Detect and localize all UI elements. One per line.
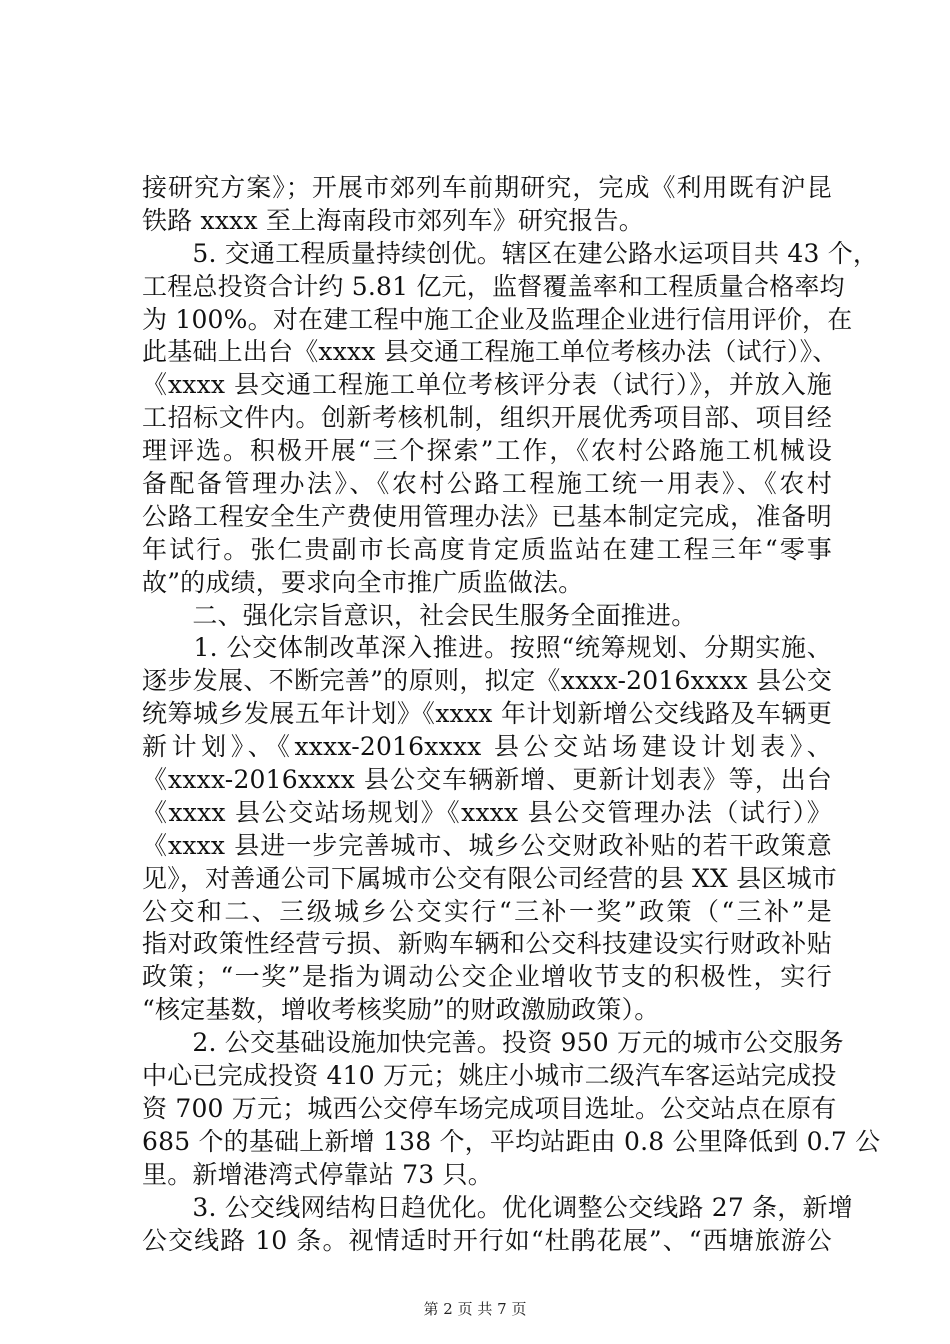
text-line: 工程总投资合计约 5.81 亿元，监督覆盖率和工程质量合格率均 (142, 271, 845, 301)
page-footer: 第 2 页 共 7 页 (423, 1300, 527, 1318)
document-body (142, 172, 881, 1257)
text-line: 685 个的基础上新增 138 个，平均站距由 0.8 公里降低到 0.7 公 (142, 1126, 881, 1156)
text-line: 公交和二、三级城乡公交实行“三补一奖”政策（“三补”是 (142, 896, 832, 926)
text-line: 工招标文件内。创新考核机制，组织开展优秀项目部、项目经 (142, 403, 832, 433)
text-line: 2. 公交基础设施加快完善。投资 950 万元的城市公交服务 (142, 1028, 844, 1058)
text-line: 中心已完成投资 410 万元；姚庄小城市二级汽车客运站完成投 (142, 1061, 837, 1091)
text-line: 《xxxx-2016xxxx 县公交车辆新增、更新计划表》等，出台 (142, 765, 832, 795)
text-line: 指对政策性经营亏损、新购车辆和公交科技建设实行财政补贴 (142, 929, 832, 959)
text-line: 3. 公交线网结构日趋优化。优化调整公交线路 27 条，新增 (142, 1192, 853, 1222)
text-line: 1. 公交体制改革深入推进。按照“统筹规划、分期实施、 (142, 633, 832, 663)
text-line: 理评选。积极开展“三个探索”工作，《农村公路施工机械设 (142, 436, 832, 466)
text-line: 见》，对善通公司下属城市公交有限公司经营的县 XX 县区城市 (142, 863, 837, 893)
text-line: 为 100%。对在建工程中施工企业及监理企业进行信用评价，在 (142, 304, 853, 334)
text-line: 故”的成绩，要求向全市推广质监做法。 (142, 567, 584, 597)
text-line: 《xxxx 县进一步完善城市、城乡公交财政补贴的若干政策意 (142, 830, 832, 860)
text-line: 公交线路 10 条。视情适时开行如“杜鹃花展”、“西塘旅游公 (142, 1225, 832, 1255)
text-line: 资 700 万元；城西公交停车场完成项目选址。公交站点在原有 (142, 1093, 837, 1123)
text-line: 公路工程安全生产费使用管理办法》已基本制定完成，准备明 (142, 501, 832, 531)
text-line: 《xxxx 县交通工程施工单位考核评分表（试行）》，并放入施 (142, 370, 832, 400)
text-line: 二、强化宗旨意识，社会民生服务全面推进。 (142, 600, 697, 630)
text-line: 政策；“一奖”是指为调动公交企业增收节支的积极性，实行 (142, 962, 832, 992)
text-line: 铁路 xxxx 至上海南段市郊列车》研究报告。 (142, 205, 644, 235)
text-line: 新计划》、《xxxx-2016xxxx 县公交站场建设计划表》、 (142, 732, 832, 762)
text-line: “核定基数，增收考核奖励”的财政激励政策）。 (142, 995, 660, 1025)
text-line: 逐步发展、不断完善”的原则，拟定《xxxx-2016xxxx 县公交 (142, 666, 832, 696)
text-line: 《xxxx 县公交站场规划》《xxxx 县公交管理办法（试行）》 (142, 797, 832, 827)
text-line: 5. 交通工程质量持续创优。辖区在建公路水运项目共 43 个， (142, 238, 879, 268)
text-line: 统筹城乡发展五年计划》《xxxx 年计划新增公交线路及车辆更 (142, 699, 832, 729)
text-line: 接研究方案》；开展市郊列车前期研究，完成《利用既有沪昆 (142, 173, 832, 202)
text-line: 年试行。张仁贵副市长高度肯定质监站在建工程三年“零事 (142, 534, 832, 564)
text-line: 里。新增港湾式停靠站 73 只。 (142, 1159, 493, 1189)
text-line: 此基础上出台《xxxx 县交通工程施工单位考核办法（试行）》、 (142, 337, 838, 367)
text-line: 备配备管理办法》、《农村公路工程施工统一用表》、《农村 (142, 469, 832, 499)
